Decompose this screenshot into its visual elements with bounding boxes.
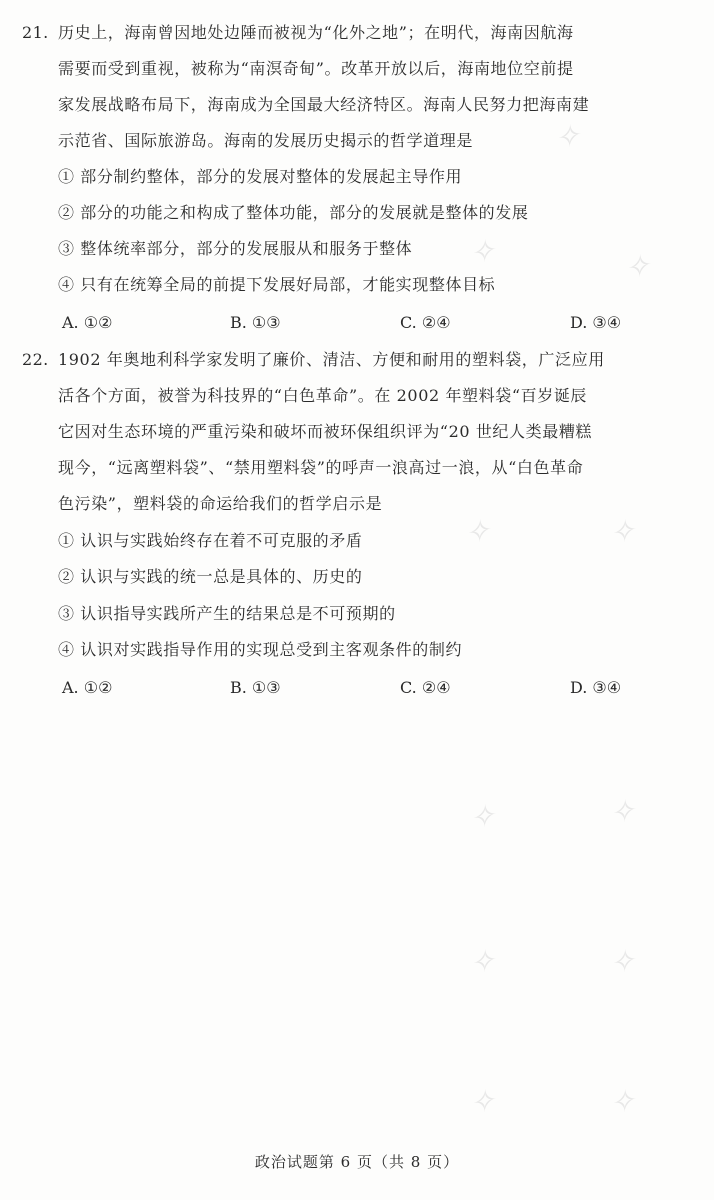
option-c[interactable]: C. ②④ [400, 313, 451, 332]
option-a[interactable]: A. ①② [62, 313, 113, 332]
page-footer: 政治试题第 6 页（共 8 页） [254, 1153, 460, 1171]
question-stem-line: 需要而受到重视，被称为“南溟奇甸”。改革开放以后，海南地位空前提 [58, 59, 574, 78]
statement-2: ② 部分的功能之和构成了整体功能，部分的发展就是整体的发展 [58, 203, 529, 222]
question-stem-line: 它因对生态环境的严重污染和破坏而被环保组织评为“20 世纪人类最糟糕 [58, 422, 593, 441]
statement-3: ③ 整体统率部分，部分的发展服从和服务于整体 [58, 239, 413, 258]
option-b[interactable]: B. ①③ [230, 313, 281, 332]
question-number: 21. [22, 23, 49, 42]
option-b[interactable]: B. ①③ [230, 678, 281, 697]
watermark-logo: ✧ [606, 1082, 639, 1123]
option-d[interactable]: D. ③④ [570, 678, 622, 697]
option-c[interactable]: C. ②④ [400, 678, 451, 697]
question-stem-line: 现今，“远离塑料袋”、“禁用塑料袋”的呼声一浪高过一浪，从“白色革命 [58, 458, 584, 477]
question-stem-line: 家发展战略布局下，海南成为全国最大经济特区。海南人民努力把海南建 [58, 95, 590, 114]
watermark-logo: ✧ [466, 1082, 499, 1123]
watermark-logo: ✧ [621, 247, 654, 288]
option-d[interactable]: D. ③④ [570, 313, 622, 332]
watermark-logo: ✧ [551, 117, 584, 158]
statement-1: ① 认识与实践始终存在着不可克服的矛盾 [58, 531, 363, 550]
question-stem-line: 色污染”，塑料袋的命运给我们的哲学启示是 [58, 494, 383, 513]
option-a[interactable]: A. ①② [62, 678, 113, 697]
watermark-logo: ✧ [466, 232, 499, 273]
question-stem-line: 历史上，海南曾因地处边陲而被视为“化外之地”；在明代，海南因航海 [58, 23, 574, 42]
statement-4: ④ 只有在统筹全局的前提下发展好局部，才能实现整体目标 [58, 275, 496, 294]
statement-3: ③ 认识指导实践所产生的结果总是不可预期的 [58, 604, 396, 623]
statement-1: ① 部分制约整体，部分的发展对整体的发展起主导作用 [58, 167, 463, 186]
question-number: 22. [22, 350, 49, 369]
statement-2: ② 认识与实践的统一总是具体的、历史的 [58, 567, 363, 586]
watermark-logo: ✧ [466, 942, 499, 983]
watermark-logo: ✧ [606, 792, 639, 833]
watermark-logo: ✧ [606, 942, 639, 983]
question-stem-line: 活各个方面，被誉为科技界的“白色革命”。在 2002 年塑料袋“百岁诞辰 [58, 386, 588, 405]
watermark-logo: ✧ [461, 512, 494, 553]
statement-4: ④ 认识对实践指导作用的实现总受到主客观条件的制约 [58, 640, 463, 659]
watermark-logo: ✧ [466, 797, 499, 838]
question-stem-line: 示范省、国际旅游岛。海南的发展历史揭示的哲学道理是 [58, 131, 474, 150]
question-stem-line: 1902 年奥地利科学家发明了廉价、清洁、方便和耐用的塑料袋，广泛应用 [58, 350, 605, 369]
watermark-logo: ✧ [606, 512, 639, 553]
